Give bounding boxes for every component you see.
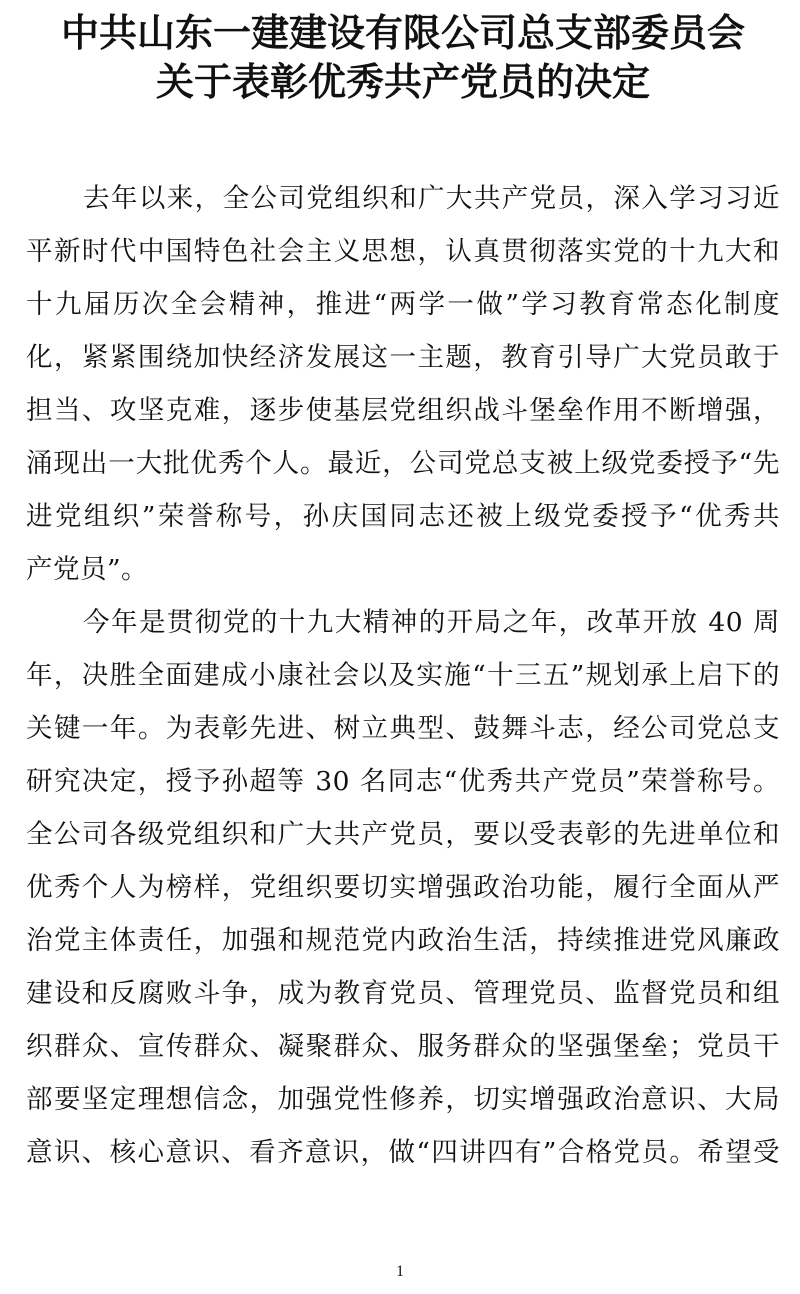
- paragraph-2-line: 全公司各级党组织和广大共产党员，要以受表彰的先进单位和: [26, 819, 780, 850]
- document-title-line-2: 关于表彰优秀共产党员的决定: [155, 60, 650, 104]
- paragraph-1-line: 化，紧紧围绕加快经济发展这一主题，教育引导广大党员敢于: [26, 342, 780, 373]
- paragraph-2-line: 织群众、宣传群众、凝聚群众、服务群众的坚强堡垒；党员干: [26, 1031, 780, 1062]
- paragraph-2-line: 治党主体责任，加强和规范党内政治生活，持续推进党风廉政: [26, 925, 780, 956]
- paragraph-1-line: 担当、攻坚克难，逐步使基层党组织战斗堡垒作用不断增强，: [26, 395, 780, 426]
- paragraph-1-line: 平新时代中国特色社会主义思想，认真贯彻落实党的十九大和: [26, 236, 780, 267]
- paragraph-2: [26, 596, 780, 1179]
- paragraph-1-line: 十九届历次全会精神，推进“两学一做”学习教育常态化制度: [26, 289, 780, 320]
- paragraph-2-line: 建设和反腐败斗争，成为教育党员、管理党员、监督党员和组: [26, 978, 780, 1009]
- paragraph-2-line: 意识、核心意识、看齐意识，做“四讲四有”合格党员。希望受: [26, 1137, 780, 1168]
- paragraph-1-line: 进党组织”荣誉称号，孙庆国同志还被上级党委授予“优秀共: [26, 501, 780, 532]
- paragraph-2-line: 今年是贯彻党的十九大精神的开局之年，改革开放 40 周: [83, 607, 780, 638]
- paragraph-1-line: 去年以来，全公司党组织和广大共产党员，深入学习习近: [83, 183, 780, 214]
- page-number: 1: [396, 1263, 404, 1280]
- paragraph-1-line: 产党员”。: [26, 554, 149, 585]
- paragraph-2-line: 优秀个人为榜样，党组织要切实增强政治功能，履行全面从严: [26, 872, 780, 903]
- paragraph-2-line: 年，决胜全面建成小康社会以及实施“十三五”规划承上启下的: [26, 660, 780, 691]
- paragraph-2-line: 研究决定，授予孙超等 30 名同志“优秀共产党员”荣誉称号。: [26, 766, 780, 797]
- document-title-line-1: 中共山东一建建设有限公司总支部委员会: [60, 11, 745, 55]
- document-body: [26, 172, 780, 1179]
- paragraph-1: [26, 172, 780, 596]
- paragraph-1-line: 涌现出一大批优秀个人。最近，公司党总支被上级党委授予“先: [26, 448, 780, 479]
- paragraph-2-line: 关键一年。为表彰先进、树立典型、鼓舞斗志，经公司党总支: [26, 713, 780, 744]
- paragraph-2-line: 部要坚定理想信念，加强党性修养，切实增强政治意识、大局: [26, 1084, 780, 1115]
